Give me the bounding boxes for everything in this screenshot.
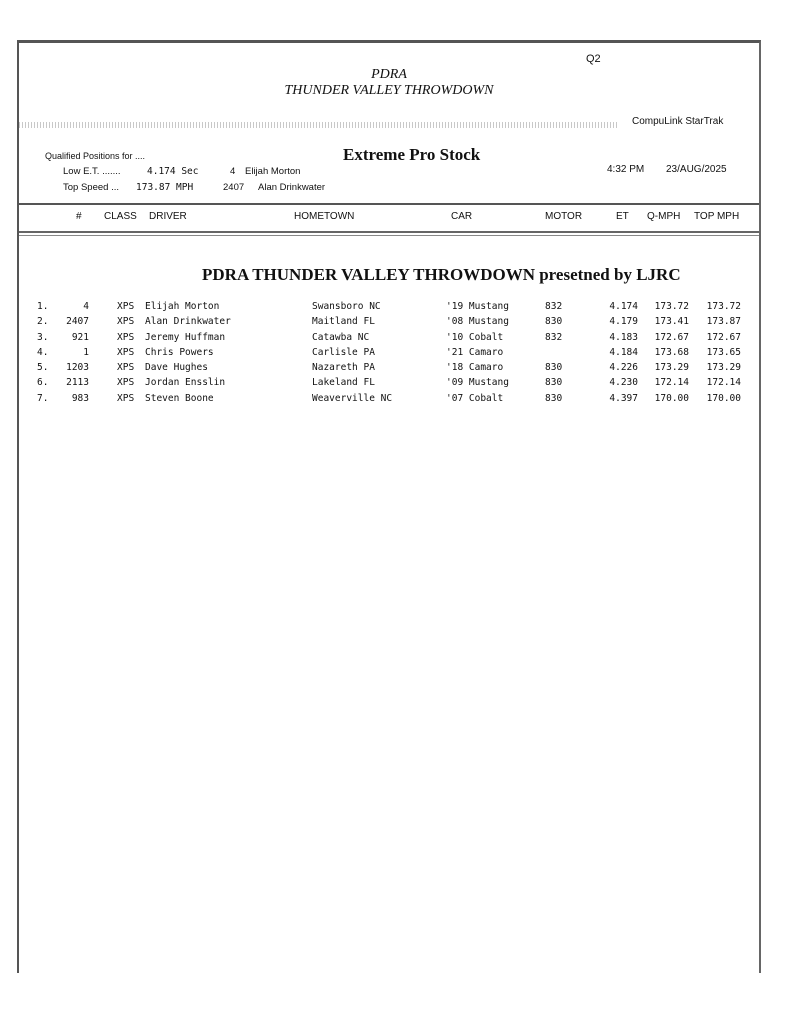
cell-motor: 832 (545, 301, 563, 312)
low-et-driver: Elijah Morton (245, 166, 301, 177)
event-banner: PDRA THUNDER VALLEY THROWDOWN presetned by LJRC (202, 265, 681, 284)
table-row (19, 362, 759, 377)
cell-driver: Elijah Morton (145, 301, 220, 312)
table-row (19, 377, 759, 392)
cell-hometown: Catawba NC (312, 331, 370, 343)
cell-car: '07 Cobalt (446, 392, 504, 404)
low-et-label: Low E.T. ....... (63, 166, 121, 177)
cell-et: 4.184 (609, 346, 638, 358)
cell-top: 173.29 (706, 362, 741, 374)
cell-hometown: Weaverville NC (312, 392, 393, 404)
cell-class: XPS (117, 301, 135, 312)
header-rule (19, 203, 759, 205)
cell-qmph: 172.67 (654, 331, 689, 343)
cell-num: 1 (83, 346, 89, 358)
header-rule-bottom-thin (19, 235, 759, 236)
cell-top: 172.67 (706, 331, 741, 343)
cell-et: 4.230 (609, 377, 638, 389)
dotted-divider (19, 122, 619, 128)
top-speed-label: Top Speed ... (63, 182, 119, 193)
col-header-top-mph: TOP MPH (694, 211, 740, 222)
low-et-car: 4 (230, 166, 236, 177)
cell-top: 173.65 (706, 346, 741, 358)
cell-qmph: 170.00 (654, 392, 689, 404)
cell-qmph: 173.72 (654, 301, 689, 312)
cell-pos: 2. (37, 316, 49, 328)
cell-num: 983 (71, 392, 89, 404)
cell-pos: 6. (37, 377, 49, 389)
cell-qmph: 173.29 (654, 362, 689, 374)
table-row (19, 301, 759, 316)
cell-et: 4.174 (609, 301, 638, 312)
col-header-motor: MOTOR (545, 211, 583, 222)
cell-motor: 832 (545, 331, 563, 343)
cell-top: 173.72 (706, 301, 741, 312)
cell-car: '08 Mustang (446, 316, 509, 328)
table-row (19, 347, 759, 362)
event-name: THUNDER VALLEY THROWDOWN (284, 83, 494, 98)
top-speed-value: 173.87 MPH (136, 182, 194, 193)
cell-et: 4.397 (609, 392, 638, 404)
table-row (19, 316, 759, 331)
results-sheet (17, 40, 761, 973)
col-header-et: ET (616, 211, 629, 222)
cell-hometown: Swansboro NC (312, 301, 381, 312)
cell-driver: Jordan Ensslin (145, 377, 226, 389)
col-header-hometown: HOMETOWN (294, 211, 355, 222)
class-title: Extreme Pro Stock (343, 145, 481, 164)
table-row (19, 332, 759, 347)
report-date: 23/AUG/2025 (666, 164, 727, 175)
cell-pos: 1. (37, 301, 49, 312)
cell-class: XPS (117, 362, 135, 374)
cell-hometown: Lakeland FL (312, 377, 375, 389)
cell-num: 921 (71, 331, 89, 343)
cell-car: '09 Mustang (446, 377, 509, 389)
cell-pos: 3. (37, 331, 49, 343)
col-header-car: CAR (451, 211, 473, 222)
cell-num: 1203 (66, 362, 89, 374)
org-name: PDRA (371, 67, 407, 82)
col-header-num: # (76, 211, 82, 222)
brand-label: CompuLink StarTrak (632, 116, 724, 127)
cell-num: 2113 (66, 377, 89, 389)
header-rule-bottom (19, 231, 759, 233)
cell-class: XPS (117, 331, 135, 343)
cell-driver: Alan Drinkwater (145, 316, 231, 328)
col-header-qmph: Q-MPH (647, 211, 681, 222)
cell-num: 2407 (66, 316, 89, 328)
cell-class: XPS (117, 316, 135, 328)
cell-motor: 830 (545, 392, 563, 404)
cell-car: '18 Camaro (446, 362, 504, 374)
cell-top: 170.00 (706, 392, 741, 404)
cell-class: XPS (117, 346, 135, 358)
results-table (19, 301, 759, 408)
cell-qmph: 172.14 (654, 377, 689, 389)
session-code: Q2 (586, 53, 601, 65)
cell-et: 4.179 (609, 316, 638, 328)
cell-hometown: Nazareth PA (312, 362, 375, 374)
cell-pos: 4. (37, 346, 49, 358)
cell-qmph: 173.41 (654, 316, 689, 328)
cell-num: 4 (83, 301, 89, 312)
table-row (19, 393, 759, 408)
cell-driver: Steven Boone (145, 392, 214, 404)
top-speed-driver: Alan Drinkwater (258, 182, 326, 193)
cell-pos: 5. (37, 362, 49, 374)
cell-hometown: Carlisle PA (312, 346, 375, 358)
qualified-label: Qualified Positions for .... (45, 151, 146, 161)
cell-driver: Chris Powers (145, 346, 214, 358)
cell-top: 173.87 (706, 316, 741, 328)
cell-motor: 830 (545, 377, 563, 389)
cell-motor: 830 (545, 316, 563, 328)
col-header-driver: DRIVER (149, 211, 187, 222)
cell-driver: Dave Hughes (145, 362, 208, 374)
low-et-value: 4.174 Sec (147, 166, 199, 177)
cell-car: '19 Mustang (446, 301, 509, 312)
report-time: 4:32 PM (607, 164, 645, 175)
cell-driver: Jeremy Huffman (145, 331, 226, 343)
cell-car: '21 Camaro (446, 346, 504, 358)
top-speed-car: 2407 (223, 182, 245, 193)
cell-et: 4.183 (609, 331, 638, 343)
cell-qmph: 173.68 (654, 346, 689, 358)
cell-class: XPS (117, 392, 135, 404)
cell-motor: 830 (545, 362, 563, 374)
cell-et: 4.226 (609, 362, 638, 374)
cell-class: XPS (117, 377, 135, 389)
col-header-class: CLASS (104, 211, 137, 222)
cell-pos: 7. (37, 392, 49, 404)
cell-top: 172.14 (706, 377, 741, 389)
cell-car: '10 Cobalt (446, 331, 504, 343)
cell-hometown: Maitland FL (312, 316, 375, 328)
